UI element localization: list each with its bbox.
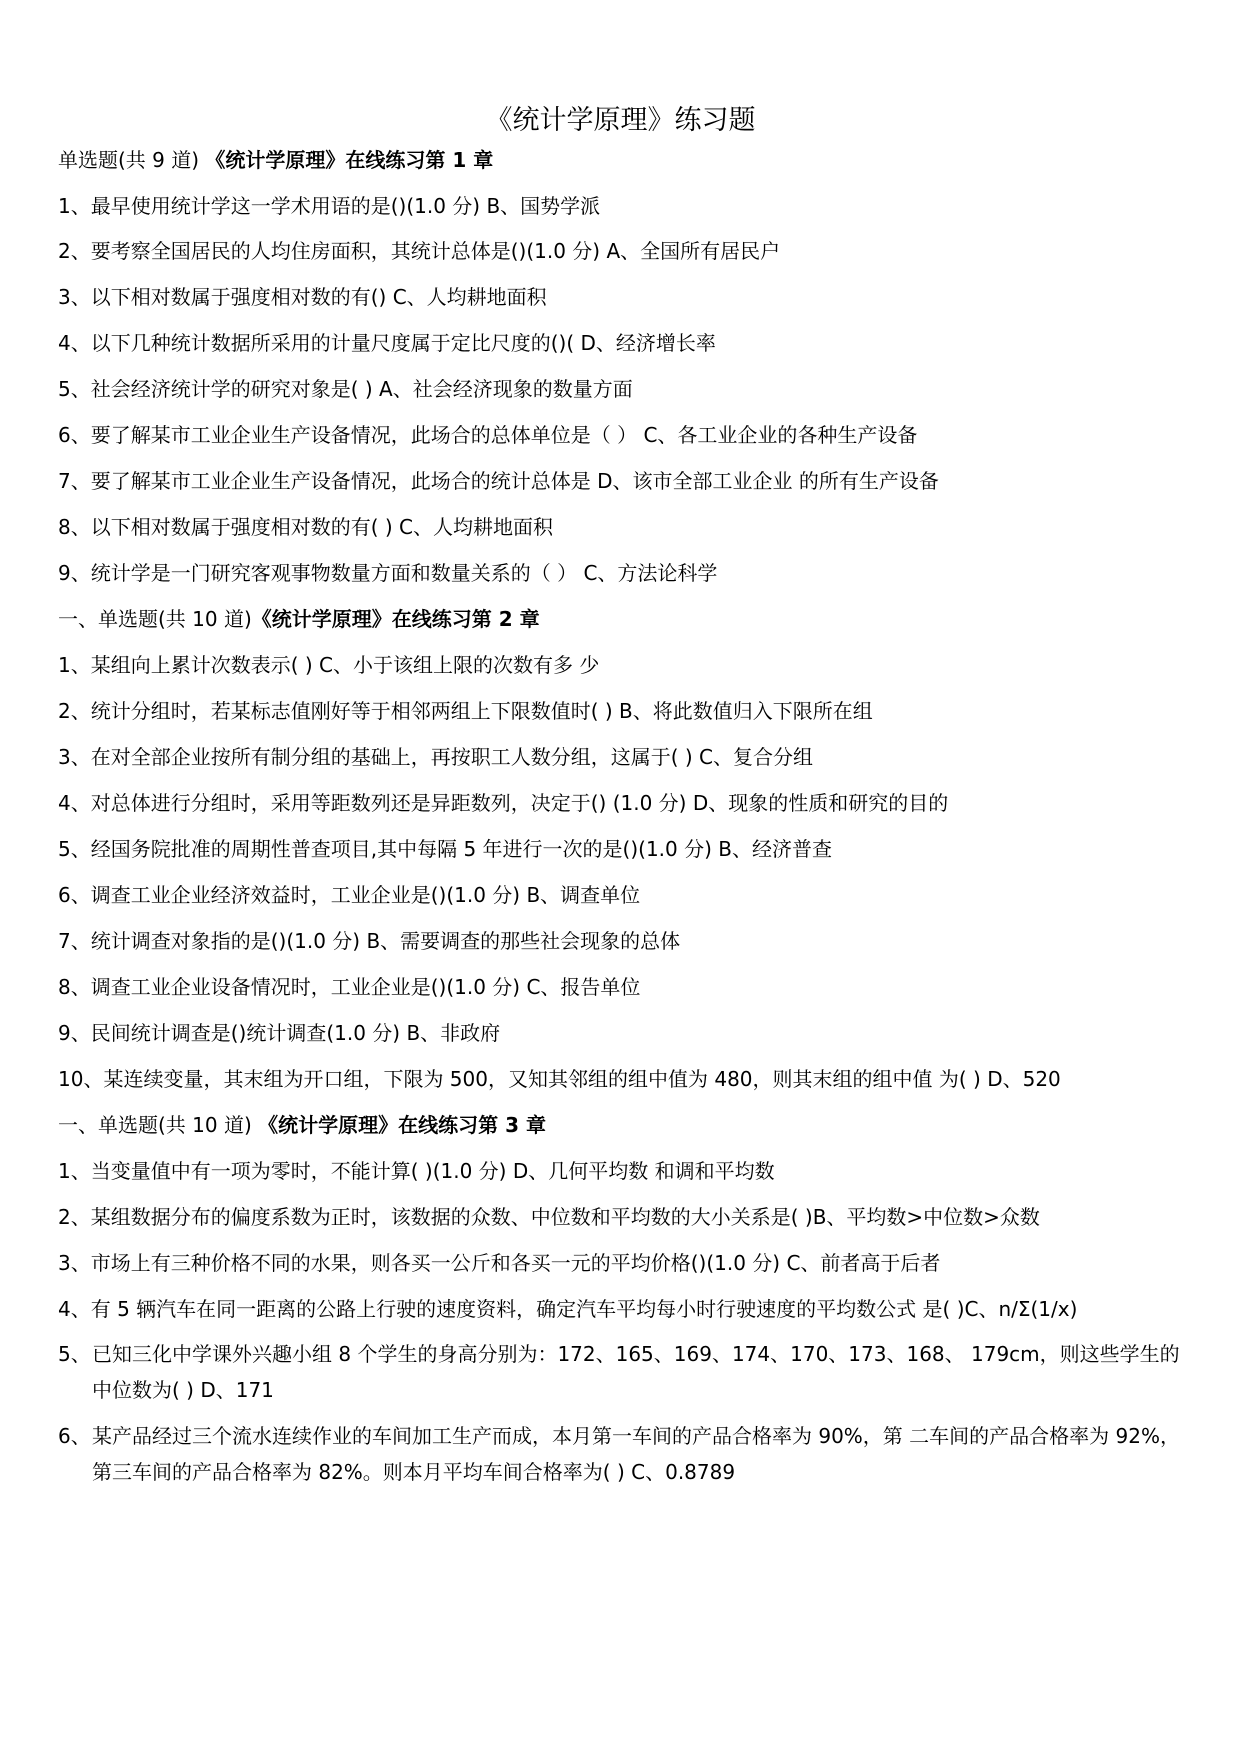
question-item <box>58 697 873 725</box>
question-text: 统计学是一门研究客观事物数量方面和数量关系的（ ） C、方法论科学 <box>90 561 718 585</box>
question-number: 6、 <box>58 883 91 907</box>
question-text: 某产品经过三个流水连续作业的车间加工生产而成，本月第一车间的产品合格率为 90%，第 二车间的产品合格率为 92%，第三车间的产品合格率为 82%。则本月平均车间合格率为( ) C、0.8789 <box>92 1424 1180 1484</box>
question-text: 对总体进行分组时，采用等距数列还是异距数列，决定于() (1.0 分) D、现象的性质和研究的目的 <box>90 791 949 815</box>
section-header-title: 《统计学原理》在线练习第 1 章 <box>205 148 494 172</box>
question-number: 6、 <box>58 1424 91 1448</box>
section-header-prefix: 一、单选题(共 10 道) <box>58 607 252 631</box>
question-text: 要了解某市工业企业生产设备情况，此场合的总体单位是（ ） C、各工业企业的各种生产设备 <box>90 423 918 447</box>
question-number: 5、 <box>58 837 91 861</box>
question-item <box>58 1065 1061 1093</box>
question-item <box>58 1336 1188 1408</box>
question-number: 5、 <box>58 377 91 401</box>
question-item <box>58 421 917 449</box>
question-number: 9、 <box>58 561 91 585</box>
question-item <box>58 1019 500 1047</box>
question-text: 要了解某市工业企业生产设备情况，此场合的统计总体是 D、该市全部工业企业 的所有生产设备 <box>90 469 939 493</box>
question-number: 2、 <box>58 699 91 723</box>
question-text: 最早使用统计学这一学术用语的是()(1.0 分) B、国势学派 <box>90 194 601 218</box>
question-text: 有 5 辆汽车在同一距离的公路上行驶的速度资料，确定汽车平均每小时行驶速度的平均数公式 是( )C、n/Σ(1/x) <box>90 1297 1078 1321</box>
section-header-title: 《统计学原理》在线练习第 3 章 <box>258 1113 546 1137</box>
question-item <box>58 789 948 817</box>
question-number: 3、 <box>58 285 91 309</box>
question-number: 8、 <box>58 515 91 539</box>
question-item <box>58 743 813 771</box>
question-item <box>58 1295 1077 1323</box>
question-number: 4、 <box>58 331 91 355</box>
question-item <box>58 1249 940 1277</box>
question-number: 1、 <box>58 653 91 677</box>
page-title: 《统计学原理》练习题 <box>485 105 756 136</box>
question-number: 7、 <box>58 929 91 953</box>
question-number: 6、 <box>58 423 91 447</box>
question-item <box>58 513 553 541</box>
question-number: 4、 <box>58 1297 91 1321</box>
question-number: 2、 <box>58 1205 91 1229</box>
section-header-title: 《统计学原理》在线练习第 2 章 <box>251 607 540 631</box>
question-item <box>58 835 832 863</box>
question-number: 1、 <box>58 1159 91 1183</box>
question-text: 在对全部企业按所有制分组的基础上，再按职工人数分组，这属于( ) C、复合分组 <box>90 745 814 769</box>
section-header-prefix: 单选题(共 9 道) <box>58 148 200 172</box>
question-number: 9、 <box>58 1021 91 1045</box>
question-number: 4、 <box>58 791 91 815</box>
question-item <box>58 927 680 955</box>
question-item <box>58 973 640 1001</box>
question-number: 10、 <box>58 1067 104 1091</box>
question-text: 统计分组时，若某标志值刚好等于相邻两组上下限数值时( ) B、将此数值归入下限所在组 <box>90 699 873 723</box>
question-text: 经国务院批准的周期性普查项目,其中每隔 5 年进行一次的是()(1.0 分) B、经济普查 <box>90 837 832 861</box>
question-item <box>58 329 716 357</box>
question-text: 社会经济统计学的研究对象是( ) A、社会经济现象的数量方面 <box>90 377 633 401</box>
question-text: 以下相对数属于强度相对数的有() C、人均耕地面积 <box>90 285 547 309</box>
question-number: 2、 <box>58 239 91 263</box>
question-item <box>58 1203 1040 1231</box>
question-item <box>58 881 640 909</box>
question-text: 统计调查对象指的是()(1.0 分) B、需要调查的那些社会现象的总体 <box>90 929 681 953</box>
question-item <box>58 559 717 587</box>
question-item <box>58 192 600 220</box>
question-text: 调查工业企业设备情况时，工业企业是()(1.0 分) C、报告单位 <box>90 975 641 999</box>
question-item <box>58 467 939 495</box>
section-header-ch3 <box>58 1111 546 1139</box>
question-text: 某连续变量，其末组为开口组，下限为 500，又知其邻组的组中值为 480，则其末组的组中值 为( ) D、520 <box>103 1067 1061 1091</box>
question-item <box>58 237 780 265</box>
question-item <box>58 651 599 679</box>
question-item <box>58 1418 1188 1490</box>
question-number: 5、 <box>58 1342 91 1366</box>
question-text: 已知三化中学课外兴趣小组 8 个学生的身高分别为：172、165、169、174、170、173、168、 179cm，则这些学生的中位数为( ) D、171 <box>92 1342 1180 1402</box>
question-item <box>58 283 547 311</box>
question-number: 7、 <box>58 469 91 493</box>
section-header-ch1 <box>58 146 493 174</box>
question-item <box>58 1157 775 1185</box>
question-number: 3、 <box>58 745 91 769</box>
question-text: 市场上有三种价格不同的水果，则各买一公斤和各买一元的平均价格()(1.0 分) C、前者高于后者 <box>90 1251 941 1275</box>
question-text: 某组向上累计次数表示( ) C、小于该组上限的次数有多 少 <box>90 653 600 677</box>
question-text: 要考察全国居民的人均住房面积，其统计总体是()(1.0 分) A、全国所有居民户 <box>90 239 781 263</box>
question-text: 以下相对数属于强度相对数的有( ) C、人均耕地面积 <box>90 515 554 539</box>
section-header-ch2 <box>58 605 540 633</box>
question-text: 民间统计调查是()统计调查(1.0 分) B、非政府 <box>90 1021 501 1045</box>
question-text: 某组数据分布的偏度系数为正时，该数据的众数、中位数和平均数的大小关系是( )B、平均数>中位数>众数 <box>90 1205 1040 1229</box>
question-text: 调查工业企业经济效益时，工业企业是()(1.0 分) B、调查单位 <box>90 883 641 907</box>
question-text: 当变量值中有一项为零时，不能计算( )(1.0 分) D、几何平均数 和调和平均数 <box>90 1159 775 1183</box>
section-header-prefix: 一、单选题(共 10 道) <box>58 1113 252 1137</box>
question-number: 8、 <box>58 975 91 999</box>
question-number: 3、 <box>58 1251 91 1275</box>
question-number: 1、 <box>58 194 91 218</box>
question-item <box>58 375 633 403</box>
question-text: 以下几种统计数据所采用的计量尺度属于定比尺度的()( D、经济增长率 <box>90 331 716 355</box>
